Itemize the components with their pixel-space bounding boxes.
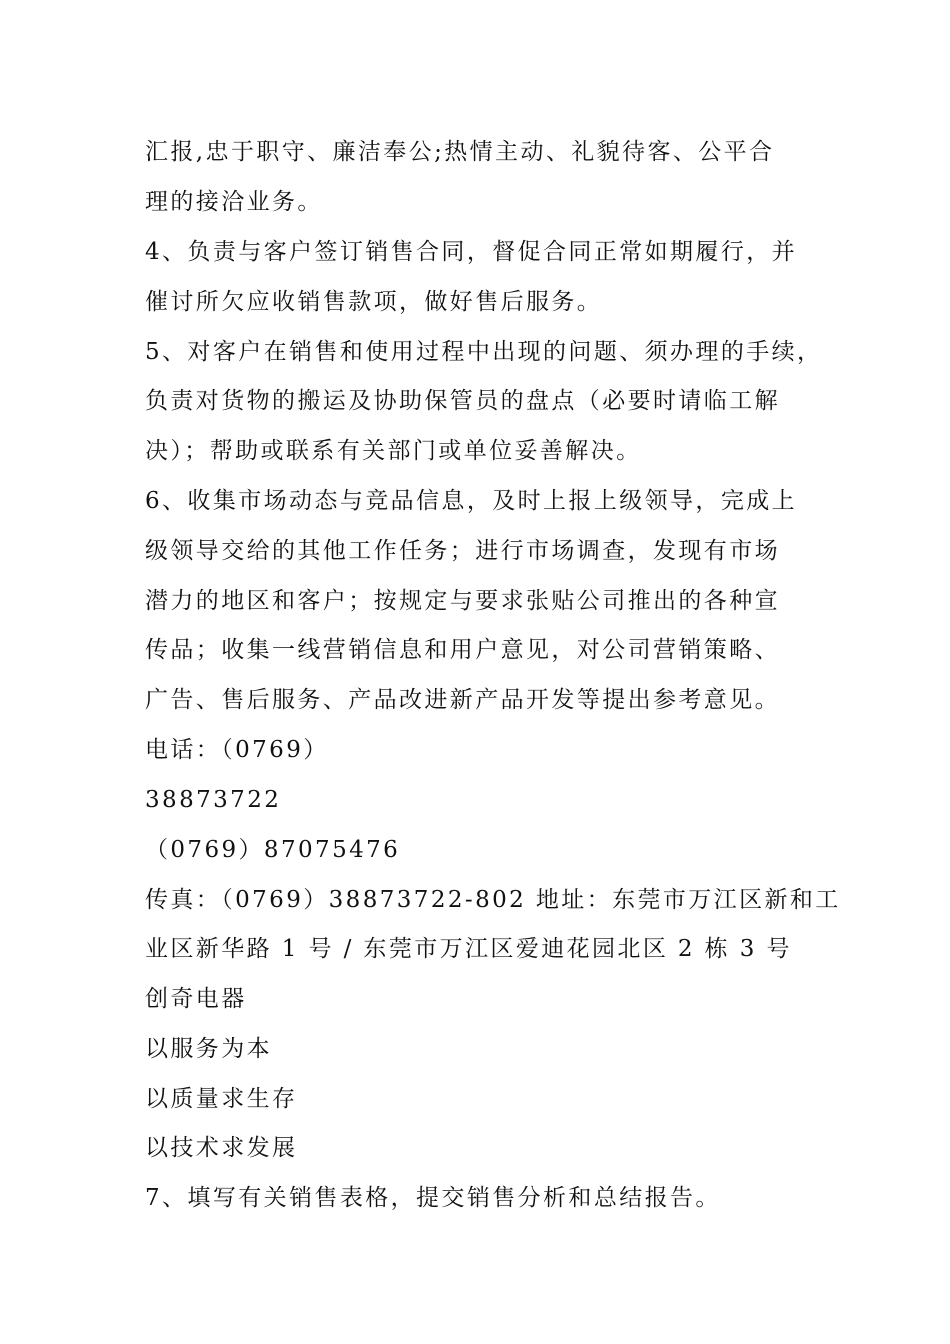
slogan-line: 以质量求生存 [145,1086,298,1112]
text-line: 汇报,忠于职守、廉洁奉公;热情主动、礼貌待客、公平合 [145,139,775,165]
address-line: 业区新华路 1 号 / 东莞市万江区爱迪花园北区 2 栋 3 号 [145,936,792,962]
slogan-line: 以服务为本 [145,1036,272,1062]
text-line: 决）；帮助或联系有关部门或单位妥善解决。 [145,438,642,464]
text-line: 催讨所欠应收销售款项，做好售后服务。 [145,289,603,315]
text-line: 理的接洽业务。 [145,189,323,215]
phone-number: （0769）87075476 [145,837,401,863]
phone-number: 38873722 [145,787,282,813]
company-name: 创奇电器 [145,986,247,1012]
text-line: 6、收集市场动态与竞品信息，及时上报上级领导，完成上 [145,488,798,514]
text-line: 传品；收集一线营销信息和用户意见，对公司营销策略、 [145,637,780,663]
phone-label: 电话：（0769） [145,737,329,763]
text-line: 5、对客户在销售和使用过程中出现的问题、须办理的手续， [145,339,823,365]
text-line: 级领导交给的其他工作任务；进行市场调查，发现有市场 [145,538,780,564]
text-line: 广告、售后服务、产品改进新产品开发等提出参考意见。 [145,687,780,713]
text-line: 4、负责与客户签订销售合同，督促合同正常如期履行，并 [145,239,798,265]
text-line: 潜力的地区和客户；按规定与要求张贴公司推出的各种宣 [145,588,780,614]
text-line: 7、填写有关销售表格，提交销售分析和总结报告。 [145,1185,721,1211]
text-line: 负责对货物的搬运及协助保管员的盘点（必要时请临工解 [145,388,780,414]
fax-address-line: 传真：（0769）38873722-802 地址：东莞市万江区新和工 [145,887,841,913]
slogan-line: 以技术求发展 [145,1135,298,1161]
